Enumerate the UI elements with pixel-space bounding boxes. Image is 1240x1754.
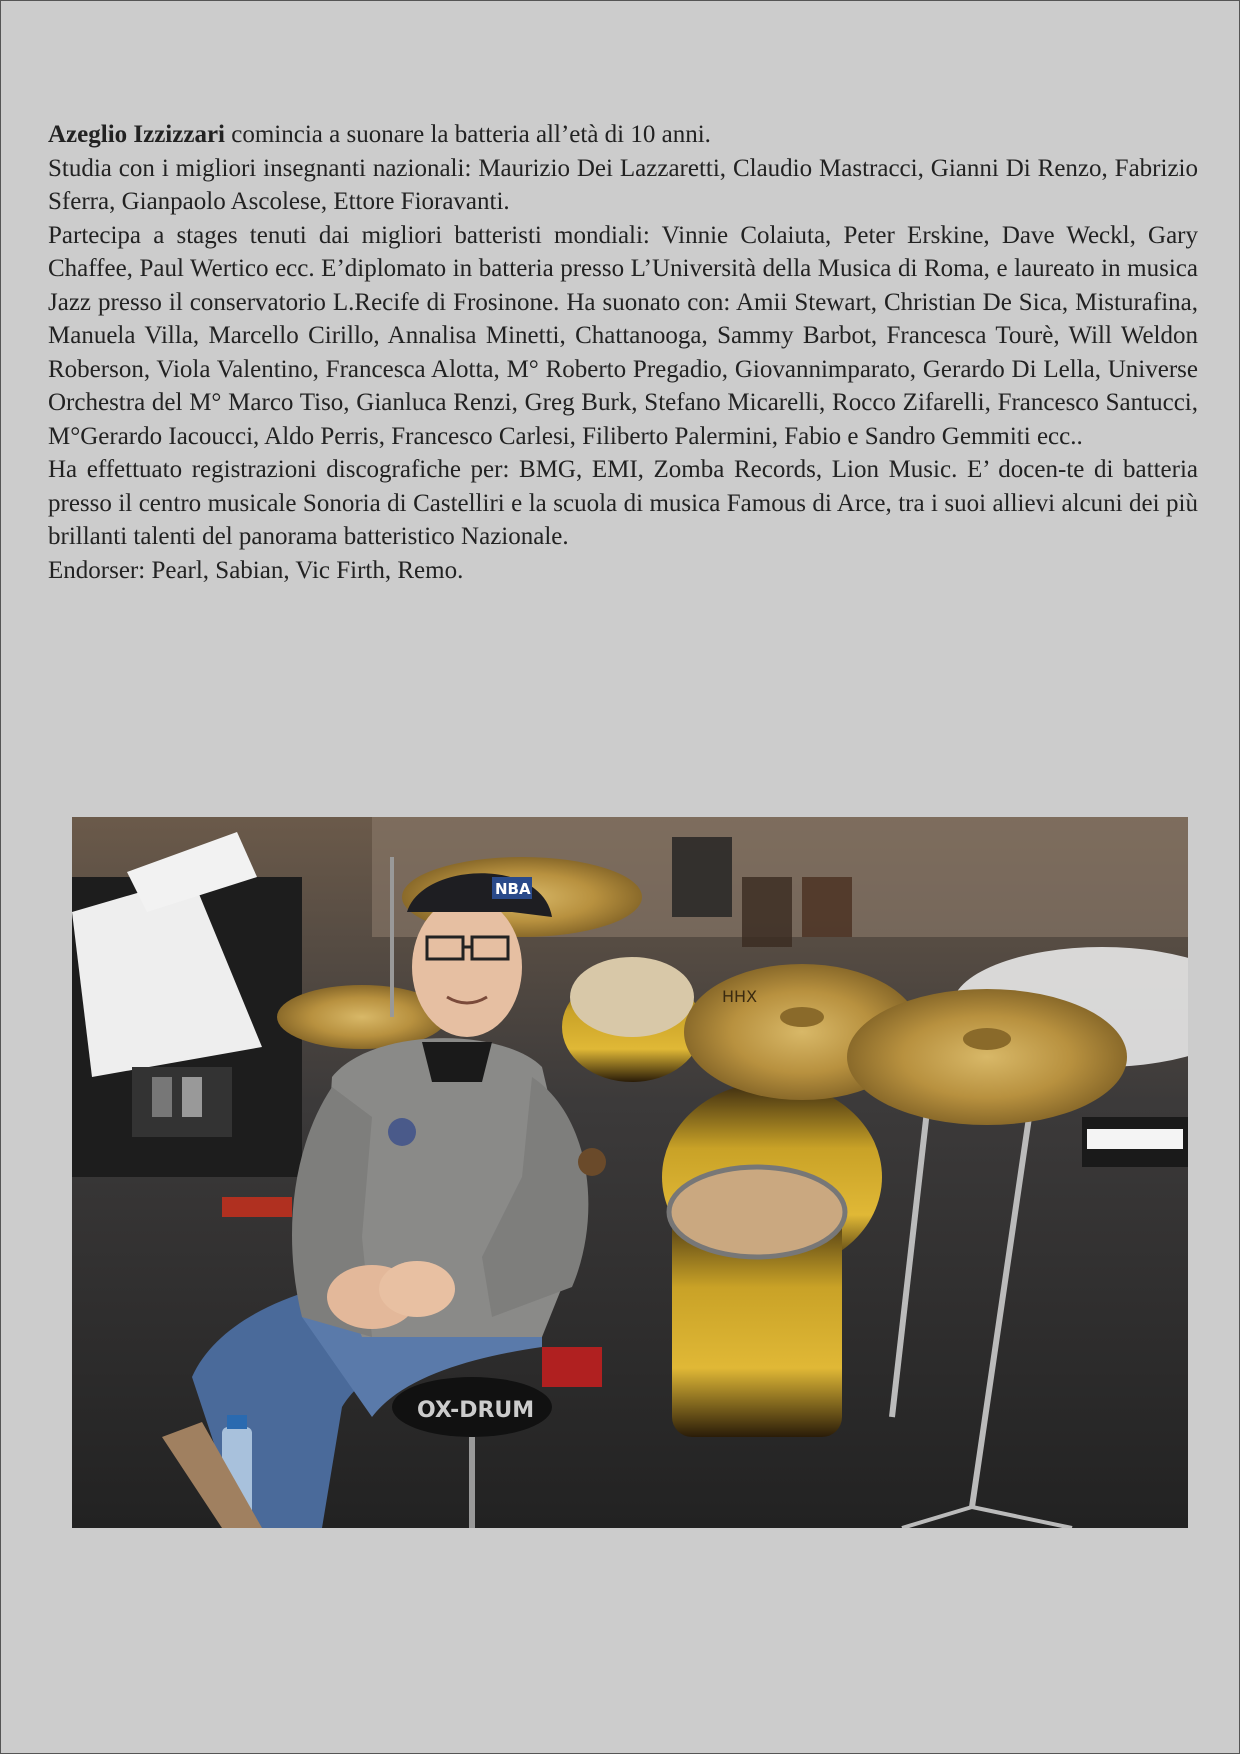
- cap-logo: NBA: [495, 880, 531, 898]
- bio-endorser: Endorser: Pearl, Sabian, Vic Firth, Remo.: [48, 556, 464, 584]
- bio-recordings: Ha effettuato registrazioni discografiche per: BMG, EMI, Zomba Records, Lion Music. E’ docen-te di batteria presso il centro musicale Sonoria di Castelliri e la scuola di musica Famous di Arce, tra i suoi allievi alcuni dei più brillanti talenti del panorama batteristico Nazionale.: [48, 456, 1198, 550]
- drummer-photo-illustration: [72, 817, 1188, 1528]
- bio-intro: comincia a suonare la batteria all’età di 10 anni.: [225, 121, 711, 148]
- bio-studies: Studia con i migliori insegnanti nazionali: Maurizio Dei Lazzaretti, Claudio Mastracci, Gianni Di Renzo, Fabrizio Sferra, Gianpaolo Ascolese, Ettore Fioravanti.: [48, 154, 1198, 215]
- stool-logo: OX-DRUM: [417, 1398, 535, 1423]
- cymbal-brand: HHX: [722, 987, 758, 1006]
- ride-cymbal: [847, 989, 1127, 1125]
- bio-intro-paragraph: [48, 118, 1198, 152]
- drummer-photo: [72, 817, 1188, 1528]
- biography-text: [48, 118, 1198, 587]
- bio-career: Partecipa a stages tenuti dai migliori batteristi mondiali: Vinnie Colaiuta, Peter Erskine, Dave Weckl, Gary Chaffee, Paul Wertico ecc. E’diplomato in batteria presso L’Università della Musica di Roma, e laureato in musica Jazz presso il conservatorio L.Recife di Frosinone. Ha suonato con: Amii Stewart, Christian De Sica, Misturafina, Manuela Villa, Marcello Cirillo, Annalisa Minetti, Chattanooga, Sammy Barbot, Francesca Tourè, Will Weldon Roberson, Viola Valentino, Francesca Alotta, M° Roberto Pregadio, Giovannimparato, Gerardo Di Lella, Universe Orchestra del M° Marco Tiso, Gianluca Renzi, Greg Burk, Stefano Micarelli, Rocco Zifarelli, Francesco Santucci, M°Gerardo Iacoucci, Aldo Perris, Francesco Carlesi, Filiberto Palermini, Fabio e Sandro Gemmiti ecc..: [48, 221, 1198, 450]
- artist-name: Azeglio Izzizzari: [48, 121, 225, 148]
